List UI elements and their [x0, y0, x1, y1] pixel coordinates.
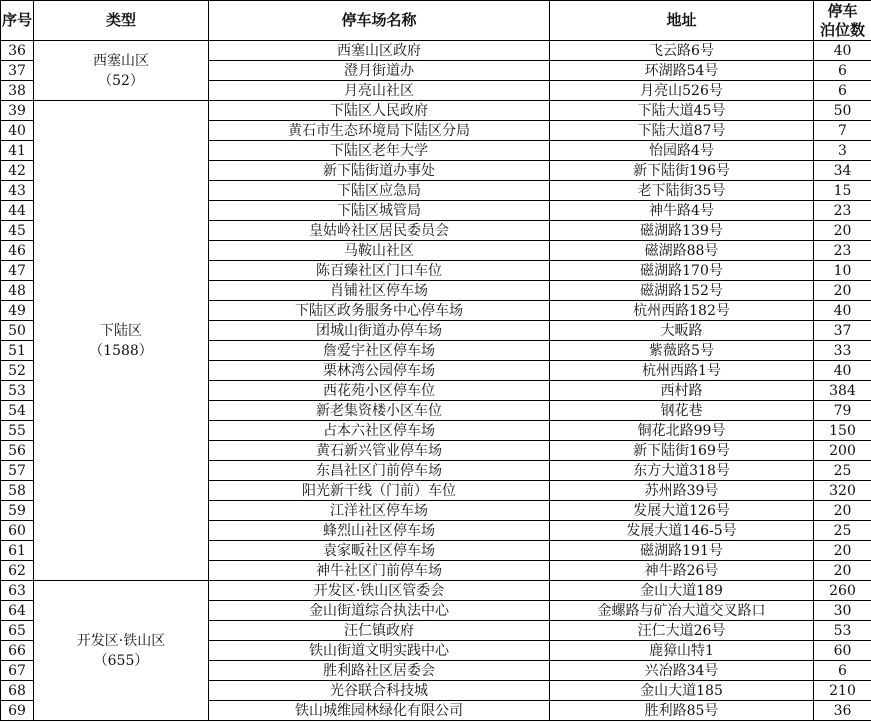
- row-index: 58: [1, 481, 34, 501]
- parking-spaces: 320: [814, 481, 871, 501]
- parking-address: 钢花巷: [550, 401, 814, 421]
- parking-name: 新老集资楼小区车位: [209, 401, 550, 421]
- parking-name: 下陆区人民政府: [209, 101, 550, 121]
- parking-name: 江洋社区停车场: [209, 501, 550, 521]
- row-index: 43: [1, 181, 34, 201]
- parking-spaces: 200: [814, 441, 871, 461]
- parking-spaces: 33: [814, 341, 871, 361]
- parking-address: 飞云路6号: [550, 41, 814, 61]
- parking-spaces: 53: [814, 621, 871, 641]
- parking-spaces: 37: [814, 321, 871, 341]
- parking-spaces: 210: [814, 681, 871, 701]
- parking-spaces: 260: [814, 581, 871, 601]
- parking-name: 下陆区应急局: [209, 181, 550, 201]
- parking-name: 铁山街道文明实践中心: [209, 641, 550, 661]
- parking-address: 鹿獐山特1: [550, 641, 814, 661]
- parking-address: 磁湖路191号: [550, 541, 814, 561]
- district-total: （655）: [93, 652, 149, 669]
- parking-spaces: 50: [814, 101, 871, 121]
- parking-name: 金山街道综合执法中心: [209, 601, 550, 621]
- row-index: 60: [1, 521, 34, 541]
- parking-name: 团城山街道办停车场: [209, 321, 550, 341]
- row-index: 68: [1, 681, 34, 701]
- row-index: 48: [1, 281, 34, 301]
- parking-spaces: 23: [814, 201, 871, 221]
- parking-spaces: 15: [814, 181, 871, 201]
- parking-spaces: 6: [814, 61, 871, 81]
- parking-address: 铜花北路99号: [550, 421, 814, 441]
- row-index: 63: [1, 581, 34, 601]
- parking-address: 胜利路85号: [550, 701, 814, 721]
- parking-address: 发展大道146-5号: [550, 521, 814, 541]
- parking-name: 西花苑小区停车位: [209, 381, 550, 401]
- parking-spaces: 30: [814, 601, 871, 621]
- row-index: 37: [1, 61, 34, 81]
- parking-address: 磁湖路139号: [550, 221, 814, 241]
- parking-address: 磁湖路152号: [550, 281, 814, 301]
- parking-address: 环湖路54号: [550, 61, 814, 81]
- header-name: 停车场名称: [209, 1, 550, 41]
- parking-address: 杭州西路1号: [550, 361, 814, 381]
- header-spaces-line2: 泊位数: [819, 20, 865, 39]
- row-index: 62: [1, 561, 34, 581]
- row-index: 57: [1, 461, 34, 481]
- parking-spaces: 36: [814, 701, 871, 721]
- parking-name: 神牛社区门前停车场: [209, 561, 550, 581]
- parking-address: 怡园路4号: [550, 141, 814, 161]
- row-index: 55: [1, 421, 34, 441]
- parking-name: 詹爱宇社区停车场: [209, 341, 550, 361]
- row-index: 45: [1, 221, 34, 241]
- district-total: （52）: [98, 72, 144, 89]
- parking-spaces: 40: [814, 301, 871, 321]
- parking-name: 占本六社区停车场: [209, 421, 550, 441]
- parking-name: 澄月街道办: [209, 61, 550, 81]
- parking-spaces: 6: [814, 81, 871, 101]
- parking-spaces: 40: [814, 41, 871, 61]
- parking-name: 汪仁镇政府: [209, 621, 550, 641]
- parking-spaces: 20: [814, 561, 871, 581]
- parking-spaces: 20: [814, 281, 871, 301]
- district-name: 西塞山区: [93, 52, 149, 69]
- header-spaces: [814, 1, 871, 41]
- parking-name: 新下陆街道办事处: [209, 161, 550, 181]
- parking-address: 苏州路39号: [550, 481, 814, 501]
- parking-name: 开发区·铁山区管委会: [209, 581, 550, 601]
- row-index: 41: [1, 141, 34, 161]
- parking-name: 东昌社区门前停车场: [209, 461, 550, 481]
- parking-name: 下陆区政务服务中心停车场: [209, 301, 550, 321]
- parking-address: 发展大道126号: [550, 501, 814, 521]
- parking-spaces: 3: [814, 141, 871, 161]
- table-row: [1, 101, 871, 121]
- parking-address: 杭州西路182号: [550, 301, 814, 321]
- district-name: 下陆区: [100, 322, 142, 339]
- table-row: [1, 581, 871, 601]
- district-total: （1588）: [89, 342, 153, 359]
- row-index: 42: [1, 161, 34, 181]
- parking-spaces: 10: [814, 261, 871, 281]
- row-index: 36: [1, 41, 34, 61]
- district-cell: [34, 101, 209, 581]
- row-index: 69: [1, 701, 34, 721]
- parking-spaces: 6: [814, 661, 871, 681]
- parking-name: 栗林湾公园停车场: [209, 361, 550, 381]
- parking-spaces: 25: [814, 461, 871, 481]
- parking-name: 蜂烈山社区停车场: [209, 521, 550, 541]
- row-index: 54: [1, 401, 34, 421]
- parking-address: 磁湖路170号: [550, 261, 814, 281]
- parking-name: 马鞍山社区: [209, 241, 550, 261]
- header-address: 地址: [550, 1, 814, 41]
- header-row: [1, 1, 871, 41]
- row-index: 67: [1, 661, 34, 681]
- parking-address: 新下陆街169号: [550, 441, 814, 461]
- parking-address: 磁湖路88号: [550, 241, 814, 261]
- parking-address: 紫薇路5号: [550, 341, 814, 361]
- row-index: 59: [1, 501, 34, 521]
- parking-spaces: 60: [814, 641, 871, 661]
- parking-name: 皇姑岭社区居民委员会: [209, 221, 550, 241]
- row-index: 46: [1, 241, 34, 261]
- parking-address: 下陆大道87号: [550, 121, 814, 141]
- row-index: 65: [1, 621, 34, 641]
- table-header: [1, 1, 871, 41]
- row-index: 47: [1, 261, 34, 281]
- parking-name: 下陆区老年大学: [209, 141, 550, 161]
- parking-spaces: 40: [814, 361, 871, 381]
- header-index: 序号: [1, 1, 34, 41]
- table-row: [1, 41, 871, 61]
- parking-address: 月亮山526号: [550, 81, 814, 101]
- parking-name: 西塞山区政府: [209, 41, 550, 61]
- parking-address: 金山大道185: [550, 681, 814, 701]
- district-cell: [34, 41, 209, 101]
- parking-name: 月亮山社区: [209, 81, 550, 101]
- row-index: 64: [1, 601, 34, 621]
- table-body: [1, 41, 871, 721]
- parking-name: 光谷联合科技城: [209, 681, 550, 701]
- row-index: 52: [1, 361, 34, 381]
- header-type: 类型: [34, 1, 209, 41]
- parking-address: 大畈路: [550, 321, 814, 341]
- parking-spaces: 34: [814, 161, 871, 181]
- parking-spaces: 25: [814, 521, 871, 541]
- parking-name: 肖铺社区停车场: [209, 281, 550, 301]
- parking-address: 汪仁大道26号: [550, 621, 814, 641]
- parking-name: 黄石新兴管业停车场: [209, 441, 550, 461]
- parking-address: 东方大道318号: [550, 461, 814, 481]
- parking-spaces: 20: [814, 501, 871, 521]
- row-index: 49: [1, 301, 34, 321]
- row-index: 56: [1, 441, 34, 461]
- parking-spaces: 384: [814, 381, 871, 401]
- parking-address: 新下陆街196号: [550, 161, 814, 181]
- parking-address: 下陆大道45号: [550, 101, 814, 121]
- parking-name: 胜利路社区居委会: [209, 661, 550, 681]
- row-index: 39: [1, 101, 34, 121]
- parking-spaces: 20: [814, 221, 871, 241]
- parking-address: 金山大道189: [550, 581, 814, 601]
- district-cell: [34, 581, 209, 721]
- row-index: 51: [1, 341, 34, 361]
- parking-name: 黄石市生态环境局下陆区分局: [209, 121, 550, 141]
- parking-address: 金螺路与矿冶大道交叉路口: [550, 601, 814, 621]
- parking-name: 陈百臻社区门口车位: [209, 261, 550, 281]
- parking-address: 兴冶路34号: [550, 661, 814, 681]
- row-index: 44: [1, 201, 34, 221]
- parking-address: 神牛路26号: [550, 561, 814, 581]
- parking-spaces: 7: [814, 121, 871, 141]
- row-index: 53: [1, 381, 34, 401]
- parking-name: 阳光新干线（门前）车位: [209, 481, 550, 501]
- parking-spaces: 79: [814, 401, 871, 421]
- parking-address: 西村路: [550, 381, 814, 401]
- row-index: 66: [1, 641, 34, 661]
- row-index: 61: [1, 541, 34, 561]
- parking-spaces: 23: [814, 241, 871, 261]
- header-spaces-line1: 停车: [827, 1, 858, 20]
- row-index: 50: [1, 321, 34, 341]
- row-index: 40: [1, 121, 34, 141]
- district-name: 开发区·铁山区: [76, 632, 166, 649]
- parking-name: 铁山城维园林绿化有限公司: [209, 701, 550, 721]
- parking-spaces: 150: [814, 421, 871, 441]
- parking-address: 老下陆街35号: [550, 181, 814, 201]
- parking-name: 下陆区城管局: [209, 201, 550, 221]
- parking-spaces: 20: [814, 541, 871, 561]
- parking-name: 袁家畈社区停车场: [209, 541, 550, 561]
- parking-address: 神牛路4号: [550, 201, 814, 221]
- row-index: 38: [1, 81, 34, 101]
